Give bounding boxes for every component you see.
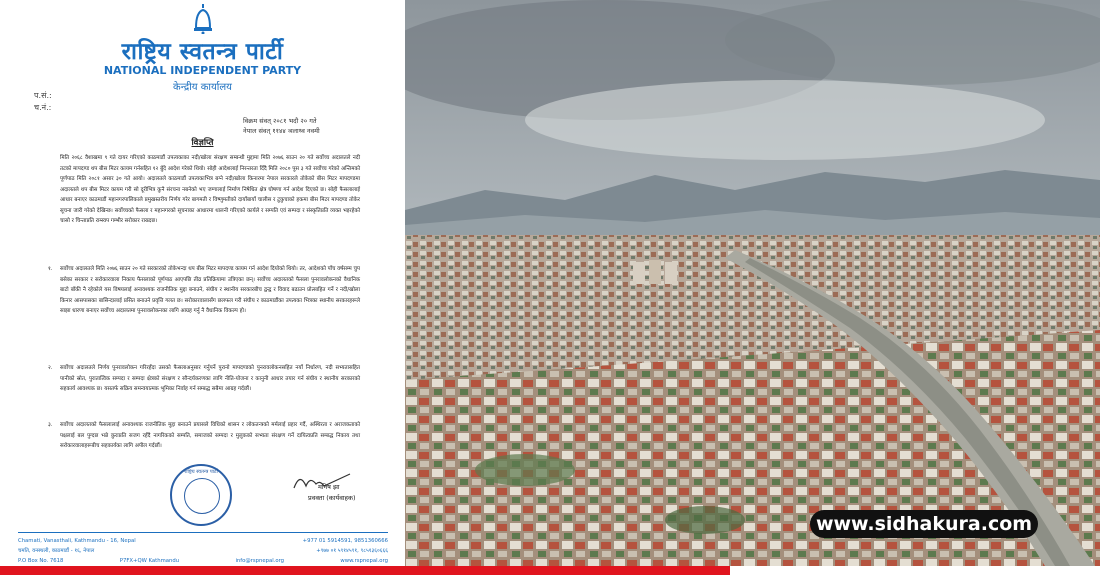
date-vikram: विक्रम संवत् २०८१ भदौ २० गते [243,117,317,125]
footer-website: www.rspnepal.org [340,558,388,564]
stamp-bell-icon [184,478,220,514]
signatory-name: मनिष झा [318,483,340,491]
point-text: सर्वोच्च अदालतको फैसलालाई अनावश्यक राजनीतिक मुद्दा बनाउने प्रयासले विधिको शासन र लोकतन्त्रको मर्मलाई प्रहार गर्दै, अस्थिरता र अराजकताको पक्षलाई बल पुग्दछ भन्ने कुराप्रति सजग रहँदै नागरिकको सम्पति, समाजको सम्पदा र मुलुकको सभ्यता संरक्षण गर्ने दायित्वप्रति सम्बद्ध निकाय तथा सरोकारवालाहरूबीच सहकार्यका लागि अपील गर्दछौं। [60,422,360,449]
footer-phone-en: +977 01 5914591, 9851360666 [302,538,388,544]
party-stamp [170,464,232,526]
point-number: २. [48,365,53,371]
footer-po-box: P.O Box No. 7618 [18,558,64,564]
point-text: सर्वोच्च अदालतले निर्णय पुनरावलोकन गरिरहँदा उसको फैसलाअनुसार गर्नुपर्ने पुरानो मापदण्डको पुनरावलोकनसहित नयाँ निर्धारण, नदी सभ्यतासहित पानीको स्रोत, पुरातात्विक सम्पदा र सम्पदा क्षेत्रको संरक्षण र सौन्दर्यकरणका लागि नीति-योजना र कानुनी आधार तयार गर्न संघीय र स्थानीय सरकारको सहकार्य आवश्यक छ। यसतर्फ सक्रिय समन्वयात्मक भूमिका निर्वाह गर्न सम्बद्ध सबैमा आग्रह गर्दछौं। [60,365,360,392]
point-2 [48,363,360,395]
city-illustration [405,0,1100,566]
footer-phone-np: +९७७ ०१ ५९१४५९१, ९८५१३६०६६६ [316,548,388,554]
ref-chalani-label: च.नं.: [34,103,52,112]
letter-footer [18,532,388,566]
footer-row-en [18,536,388,546]
point-number: ३. [48,422,53,428]
bell-logo-icon [192,4,214,34]
office-subtitle: केन्द्रीय कार्यालय [173,82,232,93]
press-release-letter [0,0,405,575]
point-3 [48,420,360,452]
intro-paragraph: मिति २०६८ वैशाखमा ९ गते दायर गरिएको काठमाडौं उपत्यकाका नदी/खोला संरक्षण सम्बन्धी मुद्दामा मिति २०७६ साउन २० गते सर्वोच्च अदालतले नदी तटको मापदण्ड थप बीस मिटर कायम गर्नसहित १२ बुँदे आदेश गरेको थियो। सोही आदेशलाई निरन्तरता दिँदै मिति २०८० पुस ३ गते सर्वोच्च गरेको अन्तिमको पूर्णपाठ मिति २०८१ असार ३० गते आयो। अदालतले काठमाडौं उपत्यकाभित्र बग्ने नदी/खोला किनारमा नेपाल सरकारले तोकेको बीस मिटर मापदण्डमा अदालतले थप बीस मिटर कायम गरी सो दूरीभित्र कुनै संरचना नबनेको भए जग्गालाई निर्माण निषेधित क्षेत्र घोषणा गर्न आदेश दिएको छ। सोही फैसलालाई आधार बनाएर काठमाडौं महानगरपालिकाले प्रमुखस्तरीय निर्णय गरेर बागमती र विष्णुमतीको दायाँबायाँ चालीस र टुकुचाको हकमा बीस मिटर मापदण्ड तोकेर सूचना जारी गरेको देखिन्छ। सर्वोच्चको फैसला र महानगरको सूचनाका आधारमा थालनी गरिएको कार्यले र सम्पति एवं सम्पदा र संस्कृतिप्रति व्यक्त भइरहेको चासो र चिन्ताप्रति राम्स्वप गम्भीर सरोकार राख्दछ। [60,155,360,224]
footer-address-np: चमति, वनस्थली, काठमाडौं - १६, नेपाल [18,548,95,554]
letter-heading: विज्ञप्ति [191,138,214,148]
footer-email: info@rspnepal.org [235,558,285,564]
date-nepal-sambat: नेपाल संवत् ११४४ ञलाथ्व नवमी [243,127,320,135]
kathmandu-aerial-photo [405,0,1100,566]
site-watermark: www.sidhakura.com [810,510,1038,538]
party-name-english: NATIONAL INDEPENDENT PARTY [103,64,302,77]
footer-row-contacts [18,556,388,566]
party-name-nepali: राष्ट्रिय स्वतन्त्र पार्टी [121,39,284,65]
signatory-title: प्रवक्ता (कार्यवाहक) [308,494,356,502]
footer-plus-code: P7FX+QW Kathmandu [119,558,180,564]
letter-dates [243,116,320,136]
point-1 [48,264,360,317]
point-text: सर्वोच्च अदालतले मिति २०७६ साउन २० गते सरकारको तोकेभन्दा थप बीस मिटर मापदण्ड कायम गर्न आदेश दियोको थियो। तर, आदेशको पाँच वर्षसम्म चुप बसेका सरकार र सरोकारवाला निकाय फैसलाको पूर्णपाठ आएपछि तीव्र प्रतिक्रियामा उत्रिएका छन्। सर्वोच्च अदालतको फैसला पुनरावलोकनको वैधानिक बाटो बाँकी नै रहेकोले यस विषयलाई अनावश्यक राजनीतिक मुद्दा बनाउने, संघीय र स्थानीय सरकारबीच द्वन्द्व र विवाद बढाउन प्रोत्साहित गर्ने र नदी/खोला किनार आसपासका बासिन्दालाई प्रसित बनाउने प्रवृत्ति गलत छ। सरोकारवालासँग छलफल गरी संघीय र काठमाडौंका उपत्यका भित्रका स्थानीय सरकारहरूले साझा धारणा बनाएर सर्वोच्च अदालतमा पुनरावलोकनका लागि आग्रह गर्नु नै वैधानिक विकल्प हो। [60,266,360,314]
point-number: १. [48,266,53,272]
ref-patra-label: प.सं.: [34,91,52,100]
stamp-text: राष्ट्रिय स्वतन्त्र पार्टी [184,469,218,475]
footer-address-en: Chamati, Vanasthali, Kathmandu - 16, Nepal [18,538,136,544]
footer-row-np [18,546,388,556]
bottom-red-bar [0,566,730,575]
